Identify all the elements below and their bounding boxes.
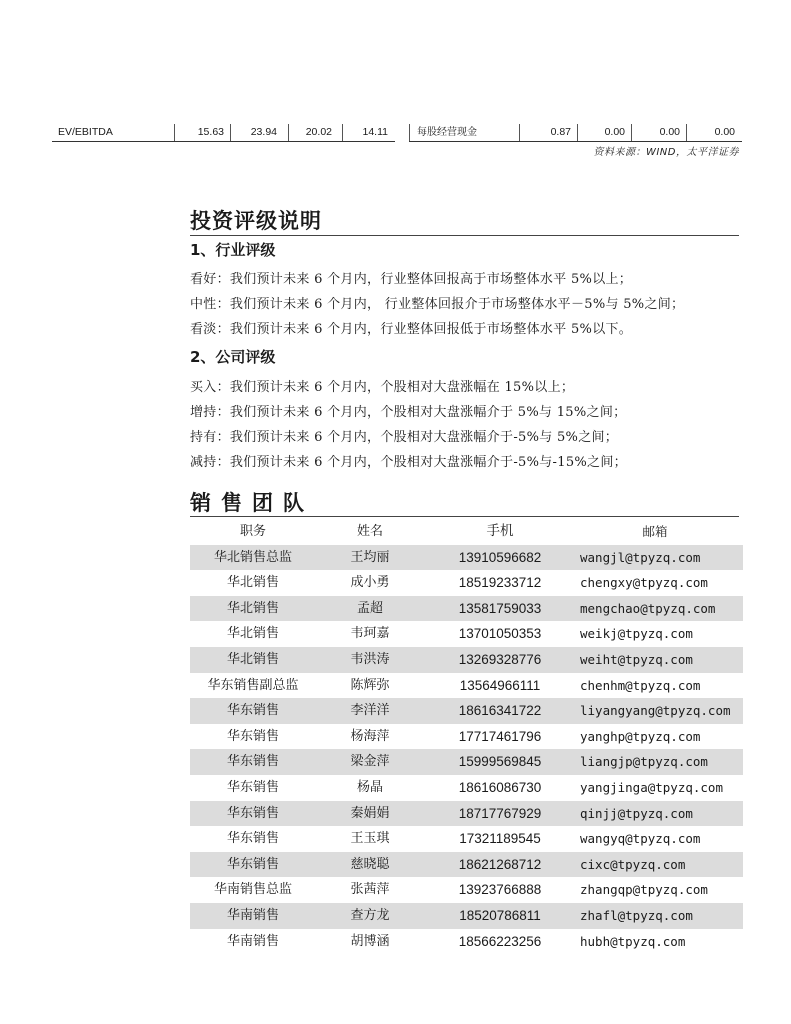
member-name: 梁金萍: [350, 754, 390, 770]
member-email: zhangqp@tpyzq.com: [580, 882, 708, 898]
member-email: liangjp@tpyzq.com: [580, 754, 708, 770]
metric-value: 15.63: [197, 126, 224, 138]
member-email: wangjl@tpyzq.com: [580, 549, 701, 565]
table-row: [190, 724, 743, 750]
member-phone: 17321189545: [459, 831, 541, 847]
industry-rating-line: 看好：我们预计未来 6 个月内，行业整体回报高于市场整体水平 5%以上；: [190, 272, 633, 287]
member-email: weikj@tpyzq.com: [580, 626, 693, 642]
member-name: 查方龙: [350, 907, 390, 923]
member-role: 华南销售总监: [213, 882, 292, 898]
member-role: 华北销售总监: [213, 549, 292, 565]
company-rating-line: 买入：我们预计未来 6 个月内，个股相对大盘涨幅在 15%以上；: [190, 380, 575, 395]
table-row: [190, 673, 743, 699]
member-role: 华东销售副总监: [207, 677, 299, 693]
member-role: 华东销售: [226, 754, 279, 770]
table-header-row: [190, 519, 743, 545]
member-name: 杨晶: [356, 779, 383, 795]
member-role: 华东销售: [226, 779, 279, 795]
metric-value: 0.00: [714, 126, 735, 138]
member-role: 华东销售: [226, 703, 279, 719]
table-row: [190, 903, 743, 929]
table-row: [190, 647, 743, 673]
member-phone: 13269328776: [458, 651, 542, 667]
member-email: chenhm@tpyzq.com: [580, 677, 701, 693]
industry-rating-line: 中性：我们预计未来 6 个月内， 行业整体回报介于市场整体水平－5%与 5%之间；: [190, 297, 685, 312]
member-role: 华北销售: [226, 651, 279, 667]
member-name: 张茜萍: [350, 882, 390, 898]
member-email: yanghp@tpyzq.com: [580, 728, 701, 744]
industry-rating-title: 1、行业评级: [190, 241, 276, 259]
member-phone: 15999569845: [458, 754, 542, 770]
rating-section-title: 投资评级说明: [190, 208, 322, 233]
member-role: 华南销售: [226, 907, 279, 923]
table-row: [190, 775, 743, 801]
industry-rating-line: 看淡：我们预计未来 6 个月内，行业整体回报低于市场整体水平 5%以下。: [190, 322, 633, 337]
member-role: 华北销售: [226, 575, 279, 591]
member-email: wangyq@tpyzq.com: [580, 831, 701, 847]
table-row: [190, 877, 743, 903]
table-row: [190, 852, 743, 878]
member-name: 李洋洋: [350, 703, 390, 719]
member-phone: 18616086730: [458, 779, 542, 795]
member-email: zhafl@tpyzq.com: [580, 907, 693, 923]
metric-label: EV/EBITDA: [58, 126, 113, 138]
member-name: 孟超: [356, 600, 383, 616]
member-phone: 18566223256: [458, 933, 542, 949]
table-body: [190, 545, 743, 955]
metric-value: 0.87: [550, 126, 571, 138]
member-name: 陈辉弥: [350, 677, 390, 693]
member-email: chengxy@tpyzq.com: [580, 575, 708, 591]
table-row: [190, 570, 743, 596]
table-row: [190, 545, 743, 571]
header-name: 姓名: [356, 524, 383, 539]
company-rating-line: 持有：我们预计未来 6 个月内，个股相对大盘涨幅介于-5%与 5%之间；: [190, 430, 619, 445]
member-name: 王均丽: [350, 549, 390, 565]
header-email: 邮箱: [642, 524, 668, 539]
table-row: [190, 596, 743, 622]
member-email: mengchao@tpyzq.com: [580, 600, 716, 616]
member-role: 华南销售: [226, 933, 279, 949]
metric-value: 0.00: [659, 126, 680, 138]
member-email: weiht@tpyzq.com: [580, 651, 693, 667]
member-phone: 13581759033: [458, 600, 542, 616]
metric-value: 0.00: [604, 126, 625, 138]
section-divider: [190, 516, 739, 517]
member-name: 慈晓聪: [350, 856, 390, 872]
member-name: 王玉琪: [350, 831, 390, 847]
table-row: [190, 801, 743, 827]
member-role: 华东销售: [226, 805, 279, 821]
member-role: 华东销售: [226, 728, 279, 744]
sales-team-table: [190, 519, 743, 954]
table-row: [190, 826, 743, 852]
member-role: 华北销售: [226, 626, 279, 642]
financial-row-ev-ebitda: [52, 124, 395, 142]
member-phone: 18616341722: [458, 703, 542, 719]
metric-value: 20.02: [305, 126, 332, 138]
table-row: [190, 621, 743, 647]
metric-value: 14.11: [362, 126, 388, 138]
member-name: 杨海萍: [350, 728, 390, 744]
header-role: 职务: [239, 524, 266, 539]
table-row: [190, 698, 743, 724]
member-phone: 18621268712: [458, 856, 542, 872]
member-phone: 18717767929: [458, 805, 542, 821]
member-phone: 18519233712: [458, 575, 542, 591]
member-phone: 18520786811: [459, 907, 541, 923]
member-phone: 13564966111: [459, 677, 541, 693]
member-name: 成小勇: [350, 575, 390, 591]
financial-row-cash-per-share: [409, 124, 742, 142]
member-role: 华东销售: [226, 856, 279, 872]
header-phone: 手机: [486, 523, 514, 539]
member-phone: 13910596682: [458, 549, 542, 565]
member-name: 秦娟娟: [350, 805, 390, 821]
member-phone: 17717461796: [458, 728, 542, 744]
column-divider: [409, 124, 410, 141]
company-rating-line: 减持：我们预计未来 6 个月内，个股相对大盘涨幅介于-5%与-15%之间；: [190, 455, 627, 470]
section-divider: [190, 235, 739, 236]
metric-label: 每股经营现金: [417, 127, 477, 138]
table-row: [190, 929, 743, 955]
member-email: yangjinga@tpyzq.com: [580, 779, 723, 795]
member-role: 华东销售: [226, 831, 279, 847]
member-email: hubh@tpyzq.com: [580, 933, 686, 949]
member-email: liyangyang@tpyzq.com: [580, 703, 731, 719]
sales-team-title: 销售团队: [190, 490, 314, 515]
member-role: 华北销售: [226, 600, 279, 616]
member-email: qinjj@tpyzq.com: [580, 805, 693, 821]
table-row: [190, 749, 743, 775]
member-name: 韦珂嘉: [350, 626, 390, 642]
member-name: 韦洪涛: [350, 651, 390, 667]
member-phone: 13923766888: [458, 882, 542, 898]
member-email: cixc@tpyzq.com: [580, 856, 686, 872]
member-phone: 13701050353: [458, 626, 542, 642]
member-name: 胡博涵: [350, 933, 390, 949]
metric-value: 23.94: [250, 126, 277, 138]
data-source-note: 资料来源：WIND，太平洋证券: [593, 147, 739, 158]
company-rating-line: 增持：我们预计未来 6 个月内，个股相对大盘涨幅介于 5%与 15%之间；: [190, 405, 627, 420]
company-rating-title: 2、公司评级: [190, 348, 276, 366]
